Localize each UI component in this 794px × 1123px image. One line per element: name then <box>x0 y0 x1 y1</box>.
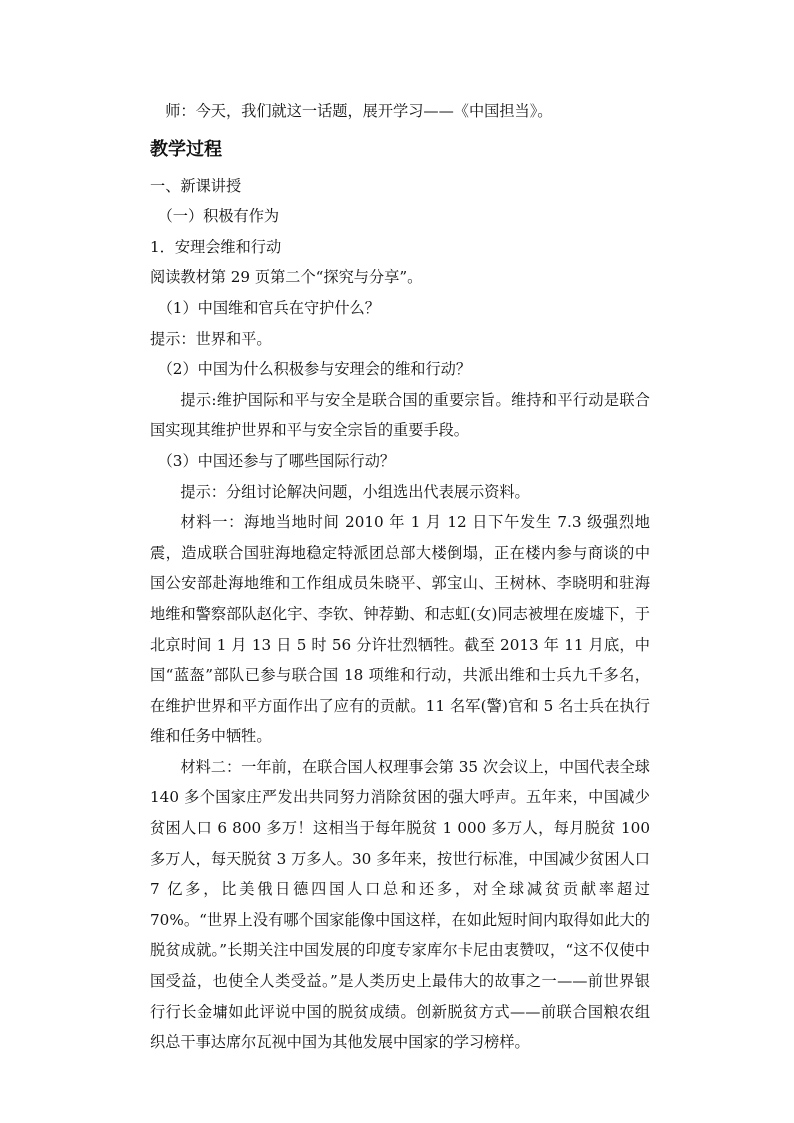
section-title: 一、新课讲授 <box>150 176 242 195</box>
material-1-paragraph: 材料一：海地当地时间 2010 年 1 月 12 日下午发生 7.3 级强烈地震，造成联合国驻海地稳定特派团总部大楼倒塌，正在楼内参与商谈的中国公安部赴海地维和工作组成员朱晓平、郭宝山、王树林、李晓明和驻海地维和警察部队赵化宇、李钦、钟荐勤、和志虹(女)同志被埋在废墟下，于北京时间 1 月 13 日 5 时 56 分许壮烈牺牲。截至 2013 年 11 月底，中国“蓝盔”部队已参与联合国 18 项维和行动，共派出维和士兵九千多名，在维护世界和平方面作出了应有的贡献。11 名军(警)官和 5 名士兵在执行维和任务中牺牲。 <box>150 513 650 746</box>
question-3: （3）中国还参与了哪些国际行动？ <box>157 451 396 470</box>
hint-2: 提示:维护国际和平与安全是联合国的重要宗旨。维持和平行动是联合国实现其维护世界和平与安全宗旨的重要手段。 <box>150 390 650 440</box>
question-1: （1）中国维和官兵在守护什么？ <box>157 298 380 317</box>
section-heading: 教学过程 <box>150 138 222 160</box>
hint-1: 提示：世界和平。 <box>150 329 272 348</box>
material-2-paragraph: 材料二：一年前，在联合国人权理事会第 35 次会议上，中国代表全球 140 多个国家庄严发出共同努力消除贫困的强大呼声。五年来，中国减少贫困人口 6 800 多万！这相当于每年脱贫 1 000 多万人，每月脱贫 100 多万人，每天脱贫 3 万多人。30 多年来，按世行标准，中国减少贫困人口 7 亿多，比美俄日德四国人口总和还多，对全球减贫贡献率超过 70%。“世界上没有哪个国家能像中国这样，在如此短时间内取得如此大的脱贫成就。”长期关注中国发展的印度专家库尔卡尼由衷赞叹，“这不仅使中国受益，也使全人类受益。”是人类历史上最伟大的故事之一——前世界银行行长金墉如此评说中国的脱贫成绩。创新脱贫方式——前联合国粮农组织总干事达席尔瓦视中国为其他发展中国家的学习榜样。 <box>150 757 650 1052</box>
document-body <box>150 96 650 1058</box>
question-2: （2）中国为什么积极参与安理会的维和行动？ <box>157 360 472 379</box>
hint-3: 提示：分组讨论解决问题，小组选出代表展示资料。 <box>180 482 530 501</box>
reading-instruction: 阅读教材第 29 页第二个“探究与分享”。 <box>150 268 423 287</box>
intro-paragraph: 师：今天，我们就这一话题，展开学习——《中国担当》。 <box>165 102 553 120</box>
subsection-title: （一）积极有作为 <box>157 207 280 226</box>
item-title: 1．安理会维和行动 <box>150 237 282 256</box>
